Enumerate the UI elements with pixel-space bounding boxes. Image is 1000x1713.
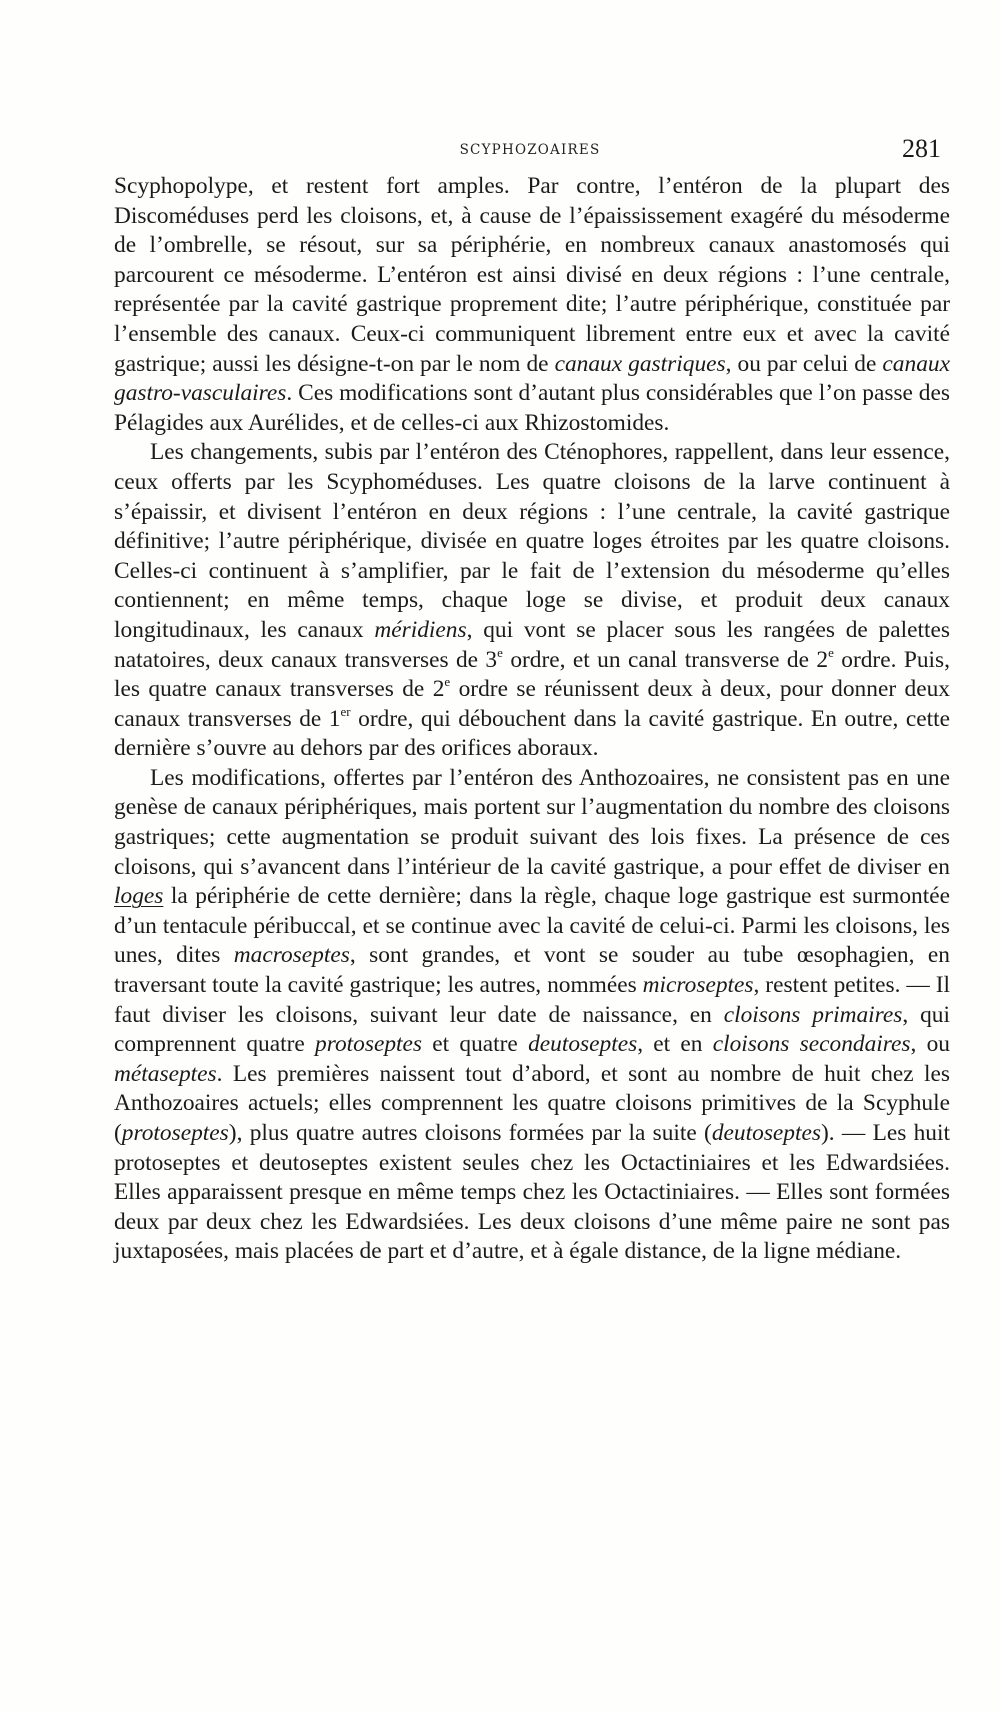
text-run: ). — Les huit protoseptes et deutoseptes existent seules chez les Octactiniaires et les Edwardsiées. Elles apparaissent presque en même temps chez les Octactiniaires. — Elles sont formées deux par deux chez les Edwardsiées. Les deux cloisons d’une même paire ne sont pas juxtaposées, mais placées de part et d’autre, et à égale distance, de la ligne médiane. [114,1120,950,1265]
text-run: , sont grandes, et vont se souder au tube œsophagien, en traversant toute la cavité gastrique; les autres, nommées [114,942,950,999]
body-text [114,172,950,1267]
text-run: . Ces modifications sont d’autant plus considérables que l’on passe des Pélagides aux Aurélides, et de celles-ci aux Rhizostomides. [114,380,950,436]
text-run: , ou [910,1031,950,1058]
text-run: , ou par celui de [725,350,883,377]
text-run: ordre, qui débouchent dans la cavité gastrique. En outre, cette dernière s’ouvre au dehors par des orifices aboraux. [114,705,950,762]
page-number: 281 [902,134,941,163]
italic-term: méridiens [374,616,467,643]
page-header [115,134,945,168]
paragraph [114,764,950,1267]
text-run: ordre, et un canal transverse de 2 [502,646,829,673]
italic-term: cloisons primaires [723,1001,903,1028]
ordinal-superscript: er [340,703,351,719]
text-run: , et en [637,1031,713,1058]
text-run: Les modifications, offertes par l’entéron des Anthozoaires, ne consistent pas en une genèse de canaux périphériques, mais portent sur l’augmentation du nombre des cloisons gastriques; cette augmentation se produit suivant des lois fixes. La présence de ces cloisons, qui s’avancent dans l’intérieur de la cavité gastrique, a pour effet de diviser en [114,764,950,880]
paragraph [114,438,950,764]
italic-term: microseptes [642,972,754,999]
ordinal-superscript: e [497,644,503,660]
text-run: ), plus quatre autres cloisons formées par la suite ( [228,1120,712,1146]
italic-term: protoseptes [315,1031,423,1058]
italic-term: deutoseptes [528,1031,638,1058]
text-run: ordre. Puis, les quatre canaux transverses de 2 [114,646,950,703]
text-run: . Les premières naissent tout d’abord, et sont au nombre de huit chez les Anthozoaires actuels; elles comprennent les quatre cloisons primitives de la Scyphule ( [114,1060,950,1146]
text-run: Les changements, subis par l’entéron des Cténophores, rappellent, dans leur essence, ceux offerts par les Scyphoméduses. Les quatre cloisons de la larve continuent à s’épaissir, et divisent l’entéron en deux régions : l’une centrale, la cavité gastrique définitive; l’autre périphérique, divisée en quatre loges étroites par les quatre cloisons. Celles-ci continuent à s’amplifier, par le fait de l’extension du mésoderme qu’elles contiennent; en même temps, chaque loge se divise, et produit deux canaux longitudinaux, les canaux [114,439,950,643]
running-title: SCYPHOZOAIRES [459,142,601,158]
text-run: ordre se réunissent deux à deux, pour donner deux canaux transverses de 1 [114,676,950,732]
italic-term: loges [114,883,164,910]
paragraph [114,172,950,438]
italic-term: canaux gastriques [554,350,726,377]
italic-term: métaseptes [114,1060,217,1087]
text-run: Scyphopolype, et restent fort amples. Par contre, l’entéron de la plupart des Discoméduses perd les cloisons, et, à cause de l’épaississement exagéré du mésoderme de l’ombrelle, se résout, sur sa périphérie, en nombreux canaux anastomosés qui parcourent ce mésoderme. L’entéron est ainsi divisé en deux régions : l’une centrale, représentée par la cavité gastrique proprement dite; l’autre périphérique, constituée par l’ensemble des canaux. Ceux-ci communiquent librement entre eux et avec la cavité gastrique; aussi les désigne-t-on par le nom de [114,173,950,377]
ordinal-superscript: e [828,644,834,660]
text-run: , qui comprennent quatre [114,1001,950,1058]
text-run: , qui vont se placer sous les rangées de palettes natatoires, deux canaux transverses de 3 [114,616,950,673]
text-run: , restent petites. — Il faut diviser les cloisons, suivant leur date de naissance, en [114,972,950,1028]
italic-term: deutoseptes [711,1120,821,1146]
italic-term: protoseptes [121,1120,229,1146]
italic-term: cloisons secondaires [712,1031,911,1058]
text-run: la périphérie de cette dernière; dans la règle, chaque loge gastrique est surmontée d’un tentacule péribuccal, et se continue avec la cavité de celui-ci. Parmi les cloisons, les unes, dites [114,883,950,969]
italic-term: canaux gastro-vasculaires [114,350,950,407]
text-run: et quatre [422,1031,529,1058]
ordinal-superscript: e [444,674,451,690]
italic-term: macroseptes [233,942,350,969]
